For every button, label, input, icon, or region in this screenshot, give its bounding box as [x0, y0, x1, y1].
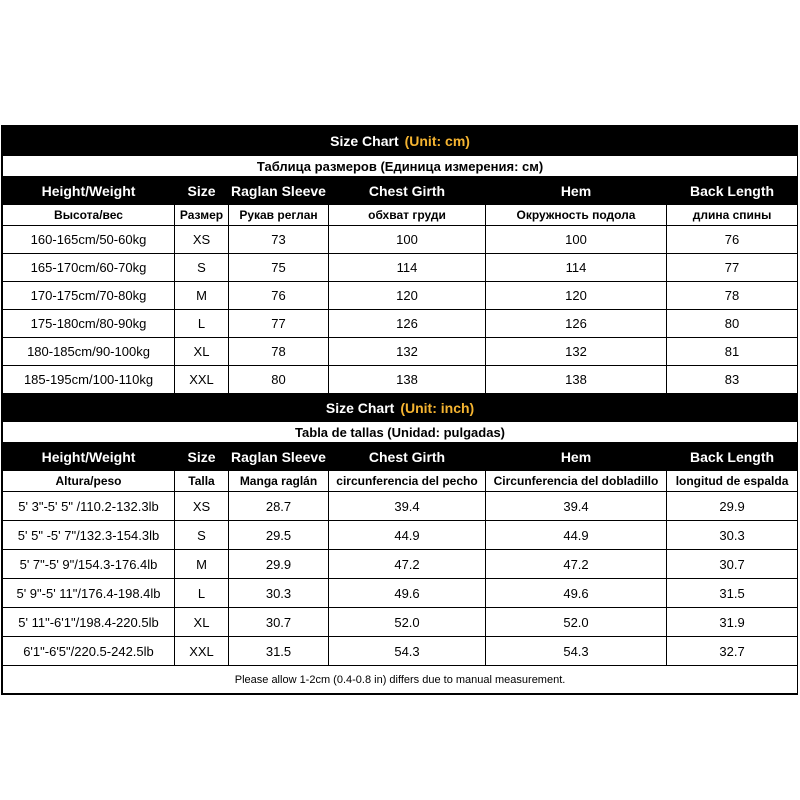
table-cell: 138 [486, 366, 667, 394]
table-cell: 100 [329, 226, 486, 254]
col-header: Raglan Sleeve [229, 443, 329, 471]
col-translation: longitud de espalda [667, 471, 798, 492]
table-row [3, 637, 798, 666]
col-header: Chest Girth [329, 443, 486, 471]
col-header: Size [175, 443, 229, 471]
col-header: Hem [486, 177, 667, 205]
table-cell: 31.5 [229, 637, 329, 666]
col-translation: Размер [175, 205, 229, 226]
inch-unit: (Unit: inch) [400, 399, 475, 416]
inch-subtitle: Tabla de tallas (Unidad: pulgadas) [3, 422, 798, 443]
inch-translation-row [3, 471, 798, 492]
table-cell: 138 [329, 366, 486, 394]
table-cell: 5' 3"-5' 5" /110.2-132.3lb [3, 492, 175, 521]
table-cell: 49.6 [486, 579, 667, 608]
table-cell: 77 [229, 310, 329, 338]
table-cell: XS [175, 492, 229, 521]
table-cell: XL [175, 338, 229, 366]
table-cell: S [175, 521, 229, 550]
table-cell: 32.7 [667, 637, 798, 666]
table-row [3, 254, 798, 282]
table-cell: 30.3 [667, 521, 798, 550]
col-header: Height/Weight [3, 443, 175, 471]
col-header: Raglan Sleeve [229, 177, 329, 205]
inch-title [3, 394, 798, 422]
size-chart-table [2, 126, 798, 694]
table-cell: 100 [486, 226, 667, 254]
table-cell: 175-180cm/80-90kg [3, 310, 175, 338]
col-header: Chest Girth [329, 177, 486, 205]
table-cell: 54.3 [486, 637, 667, 666]
table-cell: 75 [229, 254, 329, 282]
table-cell: 80 [667, 310, 798, 338]
table-cell: 6'1"-6'5"/220.5-242.5lb [3, 637, 175, 666]
inch-title-row [3, 394, 798, 422]
table-cell: 44.9 [486, 521, 667, 550]
table-cell: XXL [175, 366, 229, 394]
table-cell: 73 [229, 226, 329, 254]
table-row [3, 310, 798, 338]
table-cell: 52.0 [486, 608, 667, 637]
table-cell: XS [175, 226, 229, 254]
inch-title-text: Size Chart [325, 399, 395, 416]
table-cell: 30.7 [667, 550, 798, 579]
table-cell: 39.4 [329, 492, 486, 521]
table-cell: 52.0 [329, 608, 486, 637]
cm-data-body [3, 226, 798, 394]
col-translation: Circunferencia del dobladillo [486, 471, 667, 492]
size-chart [1, 125, 798, 695]
col-translation: circunferencia del pecho [329, 471, 486, 492]
col-translation: Talla [175, 471, 229, 492]
table-cell: S [175, 254, 229, 282]
table-cell: 5' 9"-5' 11"/176.4-198.4lb [3, 579, 175, 608]
cm-title [3, 127, 798, 156]
col-translation: Рукав реглан [229, 205, 329, 226]
table-cell: 76 [667, 226, 798, 254]
table-cell: 29.5 [229, 521, 329, 550]
measurement-note: Please allow 1-2cm (0.4-0.8 in) differs due to manual measurement. [3, 666, 798, 694]
table-cell: 185-195cm/100-110kg [3, 366, 175, 394]
table-row [3, 366, 798, 394]
cm-unit: (Unit: cm) [404, 133, 470, 149]
table-row [3, 226, 798, 254]
cm-subtitle-row [3, 156, 798, 177]
cm-subtitle: Таблица размеров (Единица измерения: см) [3, 156, 798, 177]
table-cell: 132 [486, 338, 667, 366]
cm-section [3, 127, 798, 226]
table-cell: 49.6 [329, 579, 486, 608]
table-cell: 126 [329, 310, 486, 338]
col-header: Size [175, 177, 229, 205]
table-cell: XXL [175, 637, 229, 666]
col-translation: Altura/peso [3, 471, 175, 492]
table-cell: 39.4 [486, 492, 667, 521]
table-cell: 28.7 [229, 492, 329, 521]
inch-header-row [3, 443, 798, 471]
table-row [3, 550, 798, 579]
col-header: Back Length [667, 443, 798, 471]
table-cell: 31.5 [667, 579, 798, 608]
table-cell: 114 [329, 254, 486, 282]
table-cell: 180-185cm/90-100kg [3, 338, 175, 366]
table-row [3, 492, 798, 521]
table-row [3, 338, 798, 366]
col-header: Back Length [667, 177, 798, 205]
table-row [3, 608, 798, 637]
table-cell: 170-175cm/70-80kg [3, 282, 175, 310]
table-cell: 120 [329, 282, 486, 310]
col-translation: Manga raglán [229, 471, 329, 492]
table-cell: 47.2 [486, 550, 667, 579]
table-cell: 78 [667, 282, 798, 310]
cm-translation-row [3, 205, 798, 226]
cm-header-row [3, 177, 798, 205]
table-cell: 76 [229, 282, 329, 310]
table-cell: 165-170cm/60-70kg [3, 254, 175, 282]
cm-title-text: Size Chart [330, 133, 399, 149]
table-cell: 30.7 [229, 608, 329, 637]
table-row [3, 282, 798, 310]
table-cell: 114 [486, 254, 667, 282]
cm-title-row [3, 127, 798, 156]
table-cell: 132 [329, 338, 486, 366]
table-cell: 29.9 [667, 492, 798, 521]
col-header: Height/Weight [3, 177, 175, 205]
note-row [3, 666, 798, 694]
inch-subtitle-row [3, 422, 798, 443]
table-cell: 120 [486, 282, 667, 310]
table-cell: M [175, 282, 229, 310]
table-cell: 5' 7"-5' 9"/154.3-176.4lb [3, 550, 175, 579]
table-cell: 5' 5" -5' 7"/132.3-154.3lb [3, 521, 175, 550]
table-cell: 78 [229, 338, 329, 366]
table-cell: 30.3 [229, 579, 329, 608]
col-translation: длина спины [667, 205, 798, 226]
table-cell: 77 [667, 254, 798, 282]
col-translation: обхват груди [329, 205, 486, 226]
table-cell: L [175, 310, 229, 338]
table-cell: 31.9 [667, 608, 798, 637]
table-cell: 29.9 [229, 550, 329, 579]
table-cell: 5' 11"-6'1"/198.4-220.5lb [3, 608, 175, 637]
table-cell: 126 [486, 310, 667, 338]
col-header: Hem [486, 443, 667, 471]
table-row [3, 521, 798, 550]
table-cell: 160-165cm/50-60kg [3, 226, 175, 254]
table-cell: 44.9 [329, 521, 486, 550]
table-cell: L [175, 579, 229, 608]
inch-data-body [3, 492, 798, 666]
table-cell: 81 [667, 338, 798, 366]
table-cell: 54.3 [329, 637, 486, 666]
inch-section [3, 394, 798, 492]
col-translation: Высота/вес [3, 205, 175, 226]
table-cell: XL [175, 608, 229, 637]
table-cell: 80 [229, 366, 329, 394]
table-cell: 47.2 [329, 550, 486, 579]
table-cell: 83 [667, 366, 798, 394]
table-cell: M [175, 550, 229, 579]
table-row [3, 579, 798, 608]
note-section [3, 666, 798, 694]
col-translation: Окружность подола [486, 205, 667, 226]
